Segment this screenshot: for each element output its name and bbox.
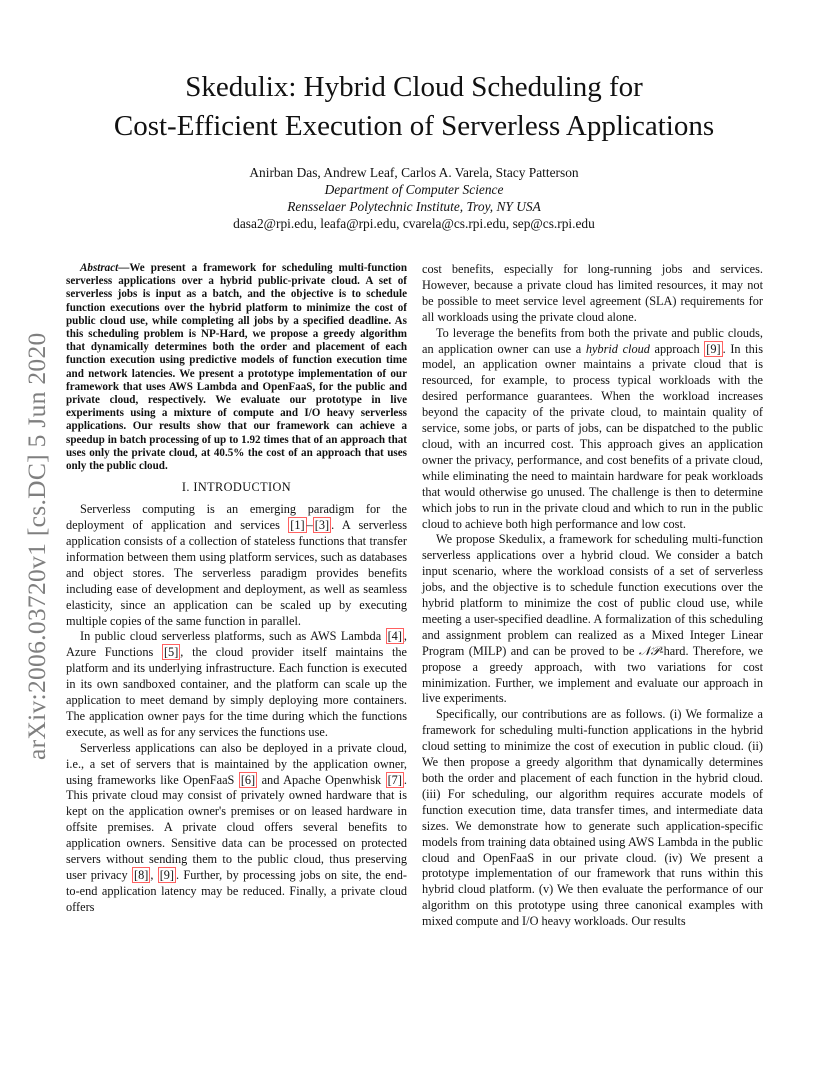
- paper-title: [60, 68, 768, 146]
- citation-link[interactable]: [3]: [314, 518, 330, 533]
- emphasis-hybrid-cloud: hybrid cloud: [585, 341, 650, 356]
- text-run: . Further, by processing jobs on site, the end-to-end application latency may be reduced. Finally, a private cloud offers: [66, 868, 407, 914]
- right-column: [422, 262, 763, 930]
- intro-paragraph-3: [66, 741, 407, 916]
- citation-link[interactable]: [9]: [706, 341, 721, 356]
- text-run: To leverage the benefits from both the private and public clouds, an application owner can use a: [422, 325, 763, 356]
- text-run: . A serverless application consists of a collection of stateless functions that transfer information between them using platform services, such as databases and object stores. The serverless paradigm provides benefits including ease of development and deployment, as well as seamless elasticity, since an application can be scaled up by executing multiple copies of the same function in parallel.: [66, 518, 407, 628]
- text-run: Serverless computing is an emerging paradigm for the deployment of application and services: [66, 502, 407, 533]
- abstract-label: Abstract: [80, 262, 119, 274]
- intro-paragraph-4: [422, 326, 763, 533]
- text-run: ,: [150, 868, 158, 882]
- title-line-1: Skedulix: Hybrid Cloud Scheduling for: [185, 71, 643, 103]
- arxiv-id: arXiv:2006.03720v1 [cs.DC] 5 Jun 2020: [22, 332, 51, 760]
- author-names: Anirban Das, Andrew Leaf, Carlos A. Varela, Stacy Patterson: [249, 165, 579, 180]
- text-run: , the cloud provider itself maintains the platform and its underlying infrastructure. Each function is executed in its own sandboxed container, and the platform can scale up the application to meet demand by simply deploying more containers. The application owner pays for the time during which the functions execute, as well as for any services the functions use.: [66, 645, 407, 739]
- text-run: and Apache Openwhisk: [257, 772, 386, 787]
- citation-link[interactable]: [4]: [387, 629, 402, 644]
- intro-paragraph-3-continued: cost benefits, especially for long-running jobs and services. However, because a private cloud has limited resources, it may not be possible to meet service level agreement (SLA) requirements for all workloads using the private cloud alone.: [422, 262, 763, 324]
- text-run: Serverless applications can also be deployed in a private cloud, i.e., a set of servers that is maintained by the application owner, using frameworks like OpenFaaS: [66, 740, 407, 787]
- citation-link[interactable]: [1]: [290, 518, 305, 533]
- text-run: approach: [649, 341, 705, 356]
- author-emails: dasa2@rpi.edu, leafa@rpi.edu, cvarela@cs.rpi.edu, sep@cs.rpi.edu: [233, 216, 595, 231]
- text-run: –: [306, 518, 313, 533]
- abstract: [66, 262, 407, 473]
- np-symbol: 𝒩𝒫: [638, 643, 660, 658]
- abstract-text: We present a framework for scheduling multi-function serverless applications over a hybrid public-private cloud. A set of serverless jobs is input as a batch, and the objective is to schedule function executions over the hybrid platform to minimize the cost of public cloud use, while completing all jobs by a specified deadline. As this scheduling problem is NP-Hard, we propose a greedy algorithm that dynamically determines both the order and placement of each function execution using predictive models of function execution time and network latencies. We present a prototype implementation of our framework that uses AWS Lambda and OpenFaaS, for the public and private cloud, respectively. We evaluate our prototype in live experiments using a mixture of compute and I/O heavy serverless applications. Our results show that our framework can achieve a speedup in batch processing of up to 1.92 times that of an approach that uses only the private cloud, at 40.5% the cost of an approach that uses only the public cloud.: [66, 262, 407, 473]
- title-line-2: Cost-Efficient Execution of Serverless Applications: [113, 110, 715, 142]
- citation-link[interactable]: [7]: [387, 772, 402, 787]
- text-run: . In this model, an application owner maintains a private cloud that is resourced, for example, to process typical workloads with the desired performance guarantees. When the workload increases beyond the capacity of the private cloud, to maintain quality of service, some jobs, or parts of jobs, can be dispatched to the public cloud, with an incurred cost. This approach gives an application owner the privacy, performance, and cost benefits of a private cloud, while eliminating the need to maintain hardware for peak workloads that would otherwise go unused. The challenge is then to determine which jobs to run in the private cloud and which to run in the public cloud to achieve both high performance and low cost.: [422, 341, 763, 531]
- citation-link[interactable]: [6]: [240, 772, 256, 787]
- citation-link[interactable]: [5]: [163, 645, 179, 660]
- arxiv-sidebar-stamp: [22, 290, 52, 760]
- left-column: [66, 262, 407, 916]
- citation-link[interactable]: [8]: [133, 868, 149, 882]
- text-run: -hard. Therefore, we propose a greedy approach, with two variations for cost minimization. Further, we implement and evaluate our approach in live experiments.: [422, 643, 763, 706]
- text-run: We propose Skedulix, a framework for scheduling multi-function serverless applications over a hybrid cloud. We consider a batch input scenario, where the workload consists of a set of serverless jobs, and the objective is to schedule function executions over the hybrid platform to minimize the cost of public cloud use, while meeting a user-specified deadline. A formalization of this scheduling and assignment problem can realized as a Mixed Integer Linear Program (MILP) and can be proved to be: [422, 532, 763, 658]
- text-run: . This private cloud may consist of privately owned hardware that is kept on the application owner's premises or on leased hardware in offsite premises. A private cloud offers several benefits to application owners. Sensitive data can be processed on protected servers without sending them to the public cloud, thus preserving user privacy: [66, 772, 407, 882]
- citation-link[interactable]: [9]: [159, 868, 175, 882]
- intro-paragraph-2: [66, 629, 407, 740]
- author-institute: Rensselaer Polytechnic Institute, Troy, NY USA: [287, 199, 541, 214]
- abstract-dash: —: [118, 262, 130, 274]
- intro-paragraph-1: [66, 502, 407, 629]
- author-department: Department of Computer Science: [324, 182, 504, 197]
- intro-paragraph-5: [422, 532, 763, 707]
- intro-paragraph-6: Specifically, our contributions are as follows. (i) We formalize a framework for scheduling multi-function applications in the hybrid cloud setting to minimize the cost of execution in public cloud. (ii) We then propose a greedy algorithm that dynamically determines both the order and placement of each function in the hybrid cloud. (iii) For scheduling, our algorithm requires accurate models of function execution time, data transfer times, and intermediate data sizes. We demonstrate how to generate such application-specific models from training data obtained using AWS Lambda in the public cloud and OpenFaaS in our private cloud. (iv) We present a prototype implementation of our framework that runs within this hybrid cloud platform. (v) We then evaluate the performance of our algorithm on this prototype using three canonical examples with mixed compute and I/O heavy workloads. Our results: [422, 707, 763, 929]
- text-run: In public cloud serverless platforms, such as AWS Lambda: [80, 629, 386, 644]
- text-run: , Azure Functions: [66, 629, 407, 660]
- section-heading-introduction: I. INTRODUCTION: [181, 480, 292, 495]
- author-block: [60, 164, 768, 232]
